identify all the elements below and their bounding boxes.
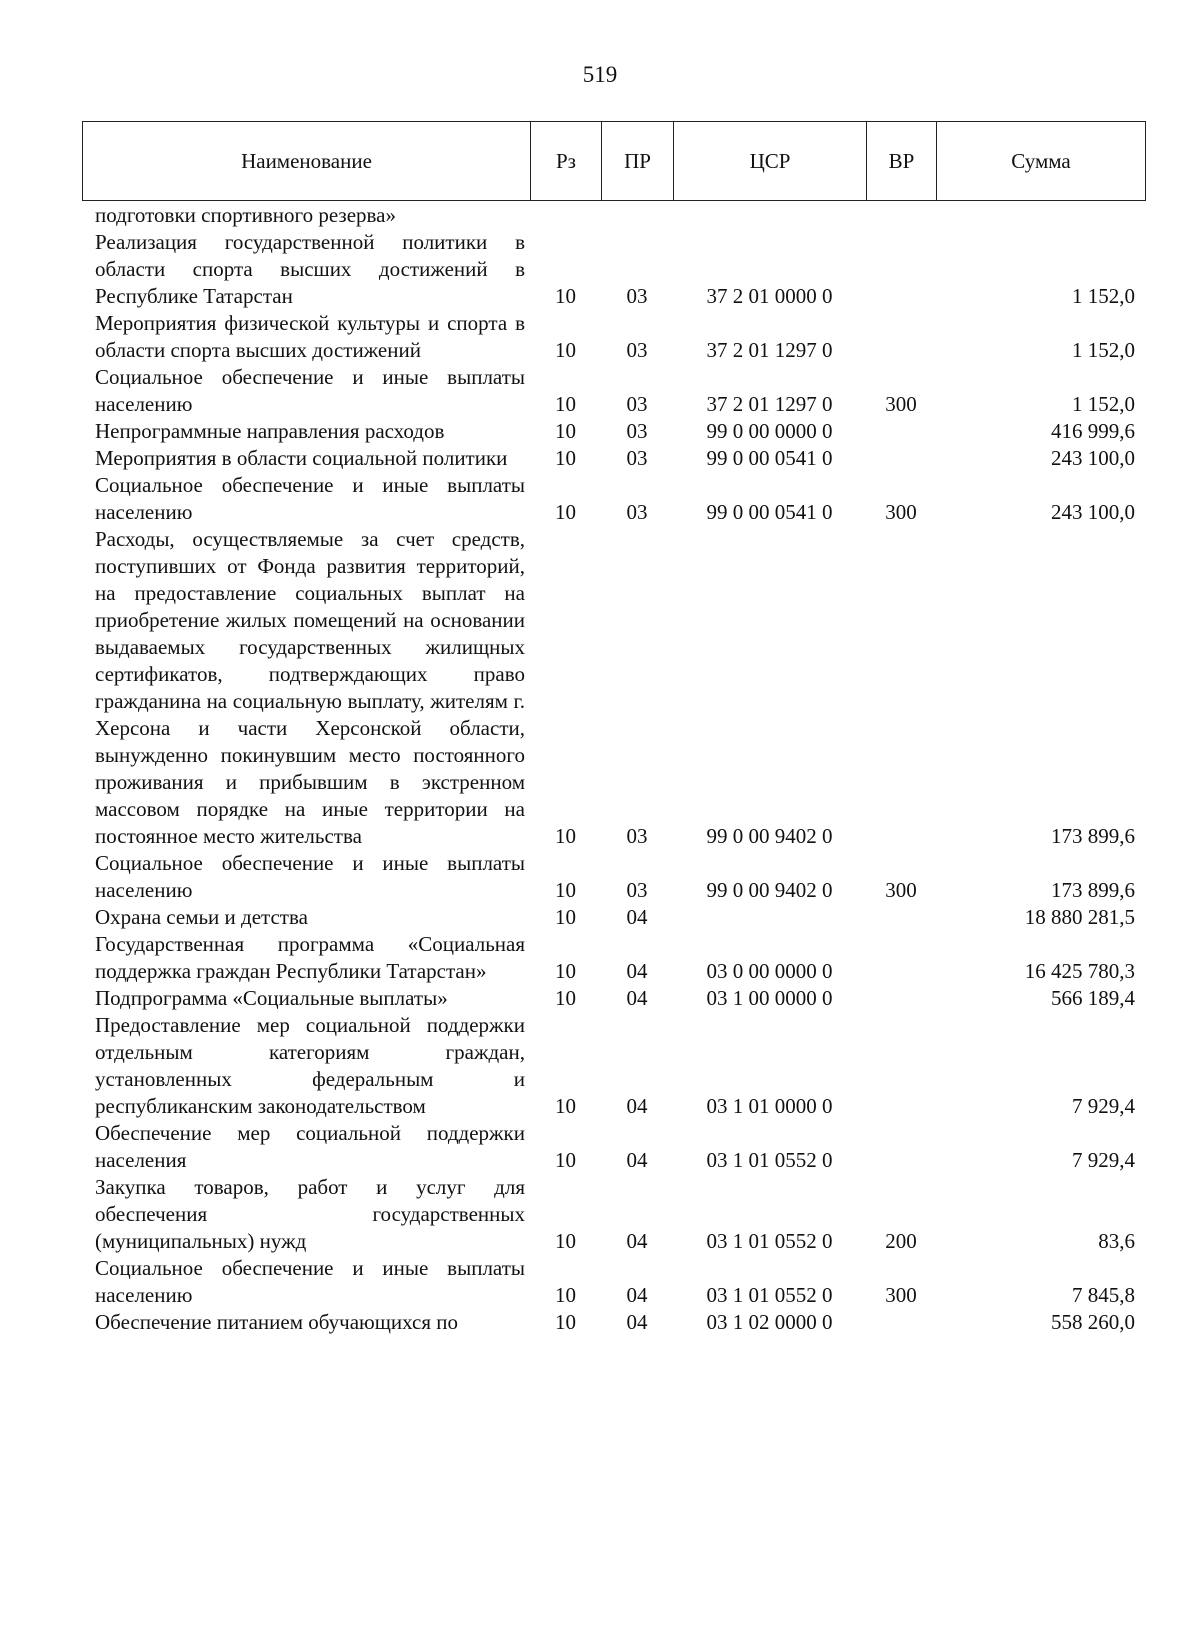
row-csr: 99 0 00 0000 0 — [706, 419, 833, 443]
row-pr: 03 — [626, 878, 648, 902]
row-pr: 04 — [626, 905, 648, 929]
table-row — [82, 418, 1146, 445]
row-csr: 03 1 01 0000 0 — [706, 1094, 833, 1118]
table-row — [82, 931, 1146, 985]
row-name: Социальное обеспечение и иные выплаты населению — [95, 1256, 525, 1307]
row-sum: 566 189,4 — [1051, 986, 1135, 1010]
row-rz: 10 — [555, 338, 576, 362]
row-vr: 200 — [885, 1229, 917, 1253]
row-rz: 10 — [555, 419, 576, 443]
header-csr: ЦСР — [674, 122, 867, 200]
row-pr: 03 — [626, 338, 648, 362]
table-row — [82, 229, 1146, 310]
row-pr: 03 — [626, 419, 648, 443]
row-pr: 03 — [626, 500, 648, 524]
table-row — [82, 1120, 1146, 1174]
row-sum: 1 152,0 — [1072, 392, 1135, 416]
row-csr: 03 0 00 0000 0 — [706, 959, 833, 983]
row-name: Социальное обеспечение и иные выплаты населению — [95, 851, 525, 902]
row-pr: 04 — [626, 1148, 648, 1172]
row-pr: 04 — [626, 1229, 648, 1253]
row-csr: 99 0 00 9402 0 — [706, 878, 833, 902]
row-name: Расходы, осуществляемые за счет средств, поступивших от Фонда развития территорий, на предоставление социальных выплат на приобретение жилых помещений на основании выдаваемых государственных жилищных сертификатов, подтверждающих право гражданина на социальную выплату, жителям г. Херсона и части Херсонской области, вынужденно покинувшим место постоянного проживания и прибывшим в экстренном массовом порядке на иные территории на постоянное место жительства — [95, 527, 525, 848]
table-row — [82, 526, 1146, 850]
row-name: Мероприятия в области социальной политики — [95, 446, 508, 470]
row-csr: 03 1 01 0552 0 — [706, 1283, 833, 1307]
header-sum: Сумма — [1011, 148, 1071, 173]
row-csr: 03 1 01 0552 0 — [706, 1229, 833, 1253]
row-name: подготовки спортивного резерва» — [95, 203, 396, 227]
row-rz: 10 — [555, 1148, 576, 1172]
table-row — [82, 445, 1146, 472]
row-vr: 300 — [885, 500, 917, 524]
row-rz: 10 — [555, 986, 576, 1010]
header-pr: ПР — [602, 122, 674, 200]
row-rz: 10 — [555, 1094, 576, 1118]
table-row — [82, 1012, 1146, 1120]
row-rz: 10 — [555, 1229, 576, 1253]
row-rz: 10 — [555, 1283, 576, 1307]
row-pr: 03 — [626, 392, 648, 416]
table-row — [82, 1255, 1146, 1309]
table-body — [82, 202, 1146, 1336]
page-number: 519 — [582, 62, 618, 87]
row-rz: 10 — [555, 878, 576, 902]
table-row — [82, 364, 1146, 418]
header-name: Наименование — [83, 122, 531, 200]
row-pr: 04 — [626, 1310, 648, 1334]
table-row — [82, 985, 1146, 1012]
row-pr: 04 — [626, 1283, 648, 1307]
row-sum: 558 260,0 — [1051, 1310, 1135, 1334]
row-csr: 03 1 01 0552 0 — [706, 1148, 833, 1172]
row-csr: 37 2 01 0000 0 — [706, 284, 833, 308]
row-sum: 416 999,6 — [1051, 419, 1135, 443]
row-rz: 10 — [555, 905, 576, 929]
row-rz: 10 — [555, 824, 576, 848]
row-csr: 03 1 02 0000 0 — [706, 1310, 833, 1334]
row-vr: 300 — [885, 878, 917, 902]
table-row — [82, 310, 1146, 364]
row-name: Охрана семьи и детства — [95, 905, 308, 929]
row-sum: 7 929,4 — [1072, 1094, 1135, 1118]
row-pr: 04 — [626, 986, 648, 1010]
row-sum: 173 899,6 — [1051, 878, 1135, 902]
row-rz: 10 — [555, 392, 576, 416]
row-pr: 03 — [626, 824, 648, 848]
row-name: Мероприятия физической культуры и спорта в области спорта высших достижений — [95, 311, 525, 362]
row-rz: 10 — [555, 446, 576, 470]
row-csr: 03 1 00 0000 0 — [706, 986, 833, 1010]
row-name: Обеспечение мер социальной поддержки населения — [95, 1121, 525, 1172]
table-header — [82, 121, 1146, 201]
row-vr: 300 — [885, 1283, 917, 1307]
row-pr: 04 — [626, 1094, 648, 1118]
row-csr: 37 2 01 1297 0 — [706, 392, 833, 416]
row-sum: 7 929,4 — [1072, 1148, 1135, 1172]
row-csr: 37 2 01 1297 0 — [706, 338, 833, 362]
header-rz: Рз — [531, 122, 602, 200]
row-name: Государственная программа «Социальная поддержка граждан Республики Татарстан» — [95, 932, 525, 983]
row-csr: 99 0 00 9402 0 — [706, 824, 833, 848]
row-name: Предоставление мер социальной поддержки отдельным категориям граждан, установленных федеральным и республиканским законодательством — [95, 1013, 525, 1118]
row-pr: 03 — [626, 284, 648, 308]
table-row — [82, 1174, 1146, 1255]
row-sum: 7 845,8 — [1072, 1283, 1135, 1307]
row-sum: 1 152,0 — [1072, 284, 1135, 308]
row-sum: 1 152,0 — [1072, 338, 1135, 362]
row-pr: 03 — [626, 446, 648, 470]
row-name: Обеспечение питанием обучающихся по — [95, 1310, 458, 1334]
row-sum: 16 425 780,3 — [1024, 959, 1135, 983]
row-pr: 04 — [626, 959, 648, 983]
row-csr: 99 0 00 0541 0 — [706, 500, 833, 524]
table-row — [82, 904, 1146, 931]
row-rz: 10 — [555, 959, 576, 983]
row-name: Реализация государственной политики в области спорта высших достижений в Республике Татарстан — [95, 230, 525, 308]
row-sum: 243 100,0 — [1051, 500, 1135, 524]
row-name: Закупка товаров, работ и услуг для обеспечения государственных (муниципальных) нужд — [95, 1175, 525, 1253]
header-vr: ВР — [867, 122, 937, 200]
table-row — [82, 202, 1146, 229]
row-name: Подпрограмма «Социальные выплаты» — [95, 986, 448, 1010]
row-name: Непрограммные направления расходов — [95, 419, 445, 443]
row-rz: 10 — [555, 500, 576, 524]
row-rz: 10 — [555, 284, 576, 308]
table-row — [82, 1309, 1146, 1336]
row-name: Социальное обеспечение и иные выплаты населению — [95, 473, 525, 524]
row-sum: 18 880 281,5 — [1024, 905, 1135, 929]
row-sum: 243 100,0 — [1051, 446, 1135, 470]
row-rz: 10 — [555, 1310, 576, 1334]
row-name: Социальное обеспечение и иные выплаты населению — [95, 365, 525, 416]
table-row — [82, 850, 1146, 904]
table-row — [82, 472, 1146, 526]
row-vr: 300 — [885, 392, 917, 416]
row-sum: 83,6 — [1098, 1229, 1135, 1253]
row-csr: 99 0 00 0541 0 — [706, 446, 833, 470]
row-sum: 173 899,6 — [1051, 824, 1135, 848]
